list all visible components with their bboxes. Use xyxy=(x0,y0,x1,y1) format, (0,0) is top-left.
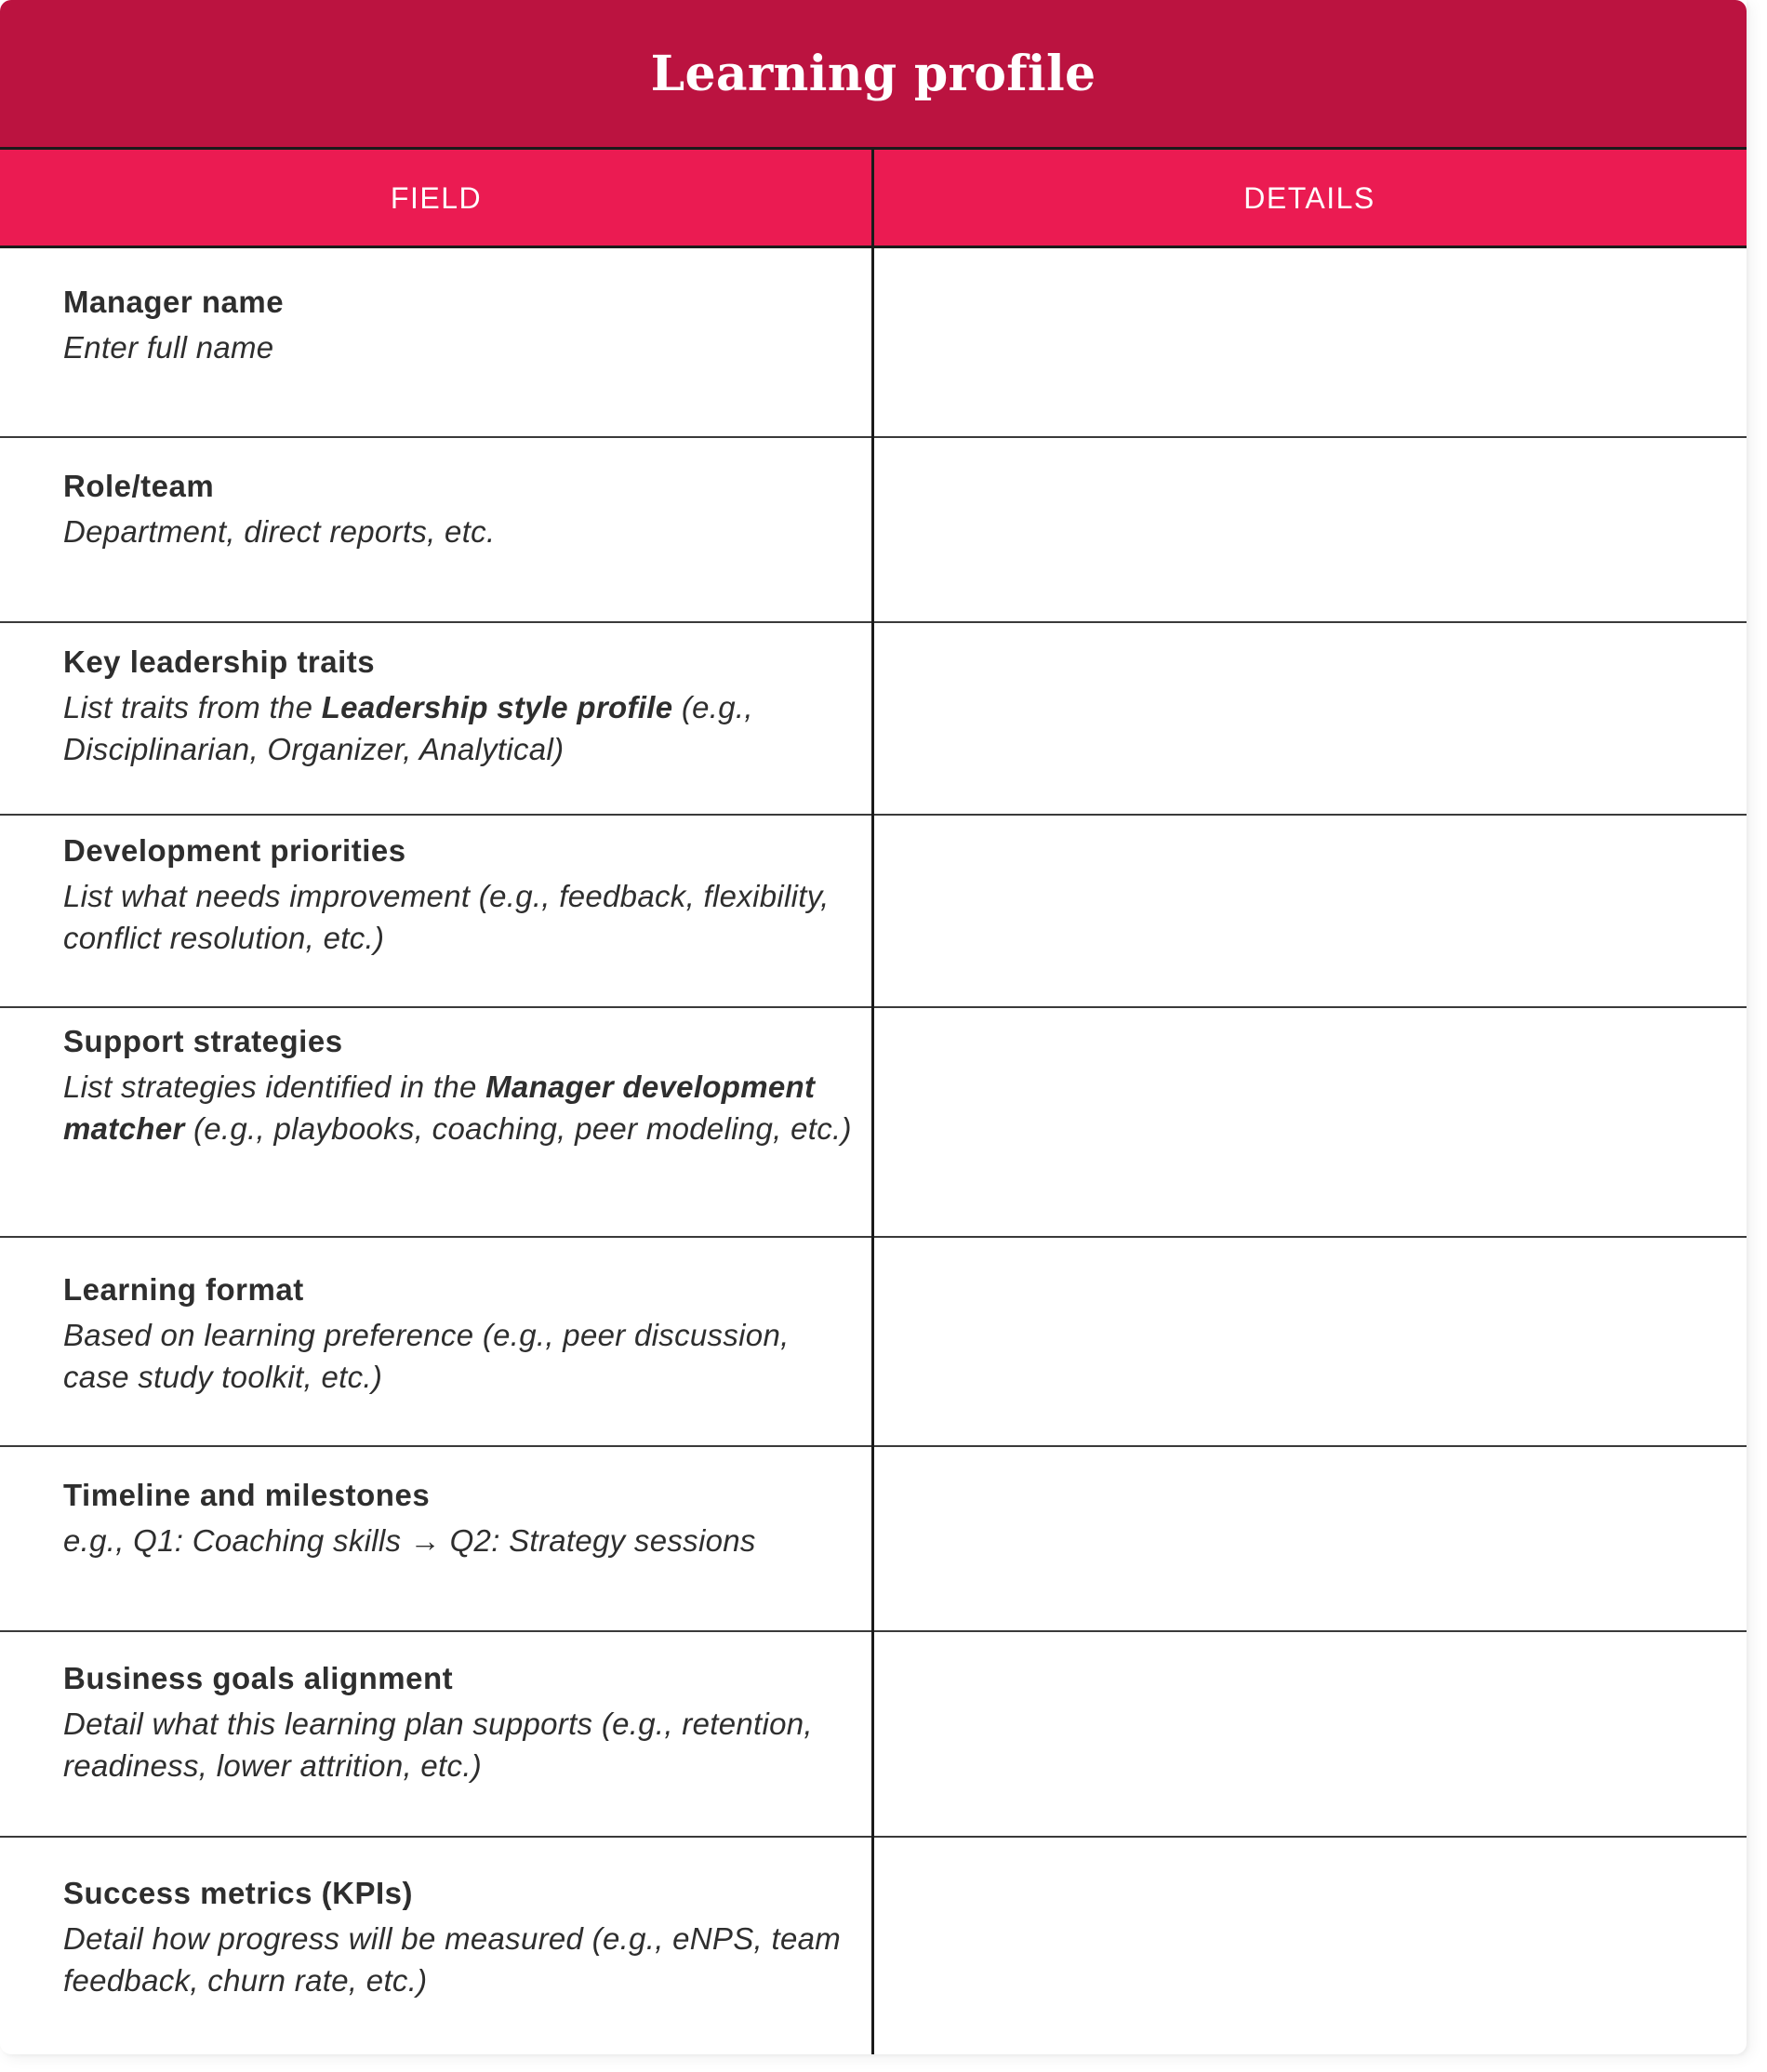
field-cell xyxy=(63,466,854,552)
details-cell[interactable] xyxy=(874,438,1747,621)
field-hint xyxy=(63,511,854,552)
details-cell[interactable] xyxy=(874,1838,1747,2054)
field-label: Timeline and milestones xyxy=(63,1478,431,1512)
field-label: Success metrics (KPIs) xyxy=(63,1876,414,1910)
hint-text: Based on learning preference (e.g., peer discussion, case study toolkit, etc.) xyxy=(63,1318,790,1394)
field-cell xyxy=(63,282,854,368)
field-label: Manager name xyxy=(63,285,285,319)
field-cell xyxy=(63,1873,854,2001)
column-divider xyxy=(871,150,874,2054)
hint-text: (e.g., Disciplinarian, Organizer, Analytical) xyxy=(63,690,753,766)
header-details: DETAILS xyxy=(1243,180,1375,215)
field-label: Development priorities xyxy=(63,833,406,868)
hint-text: e.g., Q1: Coaching skills → Q2: Strategy sessions xyxy=(63,1523,756,1558)
details-cell[interactable] xyxy=(874,623,1747,814)
hint-text: Detail how progress will be measured (e.g., eNPS, team feedback, churn rate, etc.) xyxy=(63,1921,842,1998)
hint-text: Detail what this learning plan supports (e.g., retention, readiness, lower attrition, etc.) xyxy=(63,1707,813,1783)
field-label: Learning format xyxy=(63,1272,304,1307)
field-cell xyxy=(63,1269,854,1398)
hint-text: List what needs improvement (e.g., feedback, flexibility, conflict resolution, etc.) xyxy=(63,879,830,955)
field-hint xyxy=(63,1520,854,1561)
hint-emphasis: Leadership style profile xyxy=(321,690,673,724)
field-cell xyxy=(63,1021,854,1149)
header-field: FIELD xyxy=(390,180,483,215)
details-cell[interactable] xyxy=(874,1632,1747,1836)
field-hint xyxy=(63,326,854,368)
details-cell[interactable] xyxy=(874,816,1747,1006)
details-cell[interactable] xyxy=(874,1447,1747,1630)
field-cell xyxy=(63,642,854,770)
hint-text: Enter full name xyxy=(63,330,274,365)
hint-text: Department, direct reports, etc. xyxy=(63,514,496,549)
field-hint xyxy=(63,875,854,959)
details-cell[interactable] xyxy=(874,1238,1747,1445)
title-bar xyxy=(0,0,1747,147)
field-label: Role/team xyxy=(63,469,215,503)
field-hint xyxy=(63,1066,854,1149)
page-title: Learning profile xyxy=(650,45,1096,102)
hint-text: List strategies identified in the xyxy=(63,1069,486,1104)
field-label: Support strategies xyxy=(63,1024,343,1058)
field-cell xyxy=(63,830,854,959)
field-hint xyxy=(63,1703,854,1786)
field-cell xyxy=(63,1475,854,1561)
hint-text: List traits from the xyxy=(63,690,322,724)
details-cell[interactable] xyxy=(874,248,1747,436)
field-label: Business goals alignment xyxy=(63,1661,454,1695)
field-hint xyxy=(63,1918,854,2001)
field-hint xyxy=(63,686,854,770)
field-cell xyxy=(63,1658,854,1786)
field-hint xyxy=(63,1314,854,1398)
details-cell[interactable] xyxy=(874,1008,1747,1236)
hint-text: (e.g., playbooks, coaching, peer modeling, etc.) xyxy=(184,1111,852,1146)
hint-emphasis: Manager development matcher xyxy=(63,1069,816,1146)
field-label: Key leadership traits xyxy=(63,644,376,679)
